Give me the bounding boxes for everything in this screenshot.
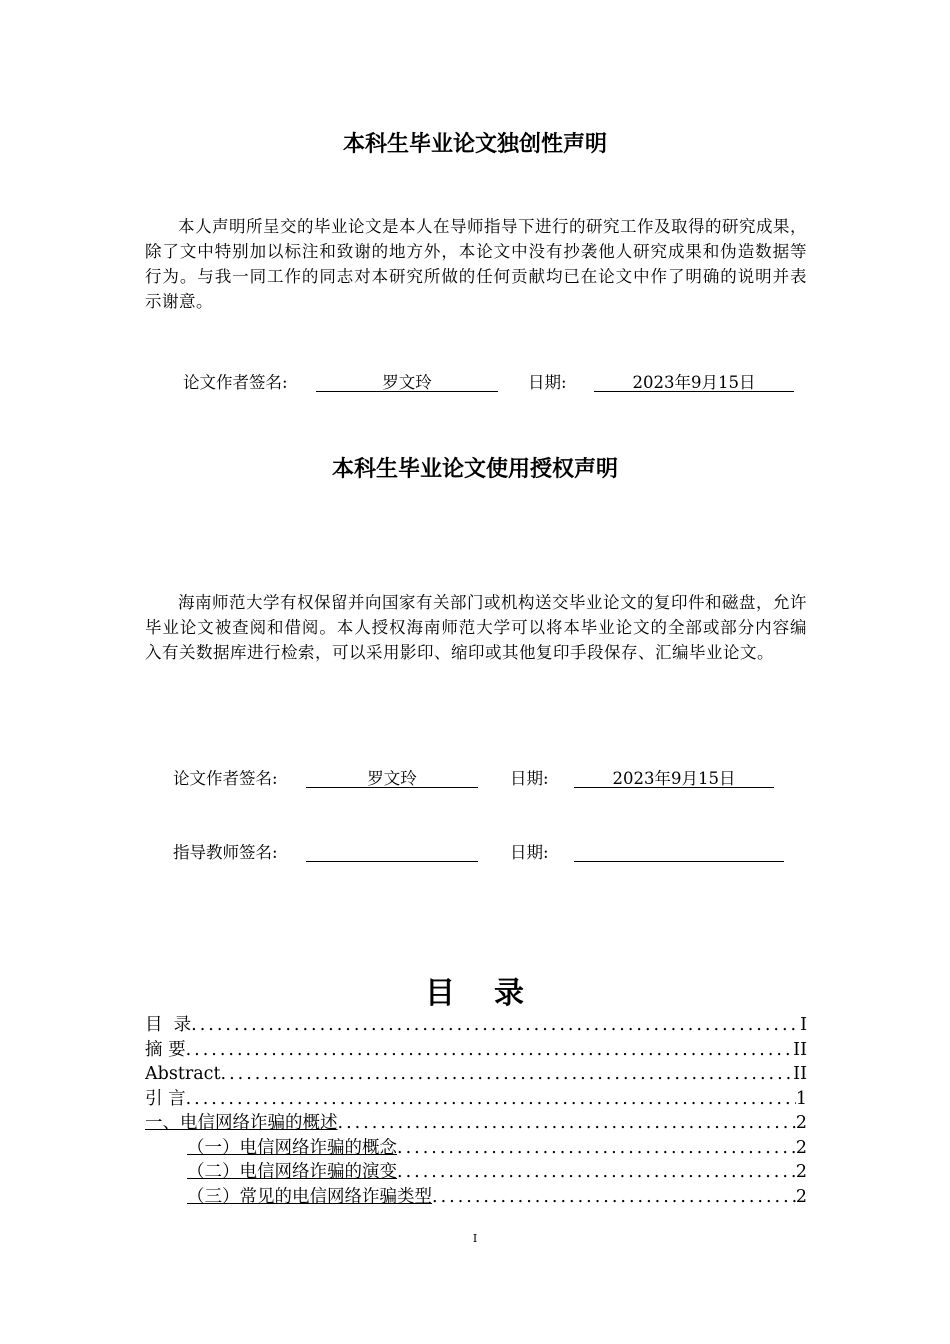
toc-entry[interactable] [145, 1185, 807, 1210]
authorization-signature-row [173, 765, 793, 791]
toc-entry-page: II [793, 1064, 807, 1084]
date-value: 2023年9月15日 [594, 369, 794, 392]
author-signature-value: 罗文玲 [306, 765, 478, 788]
toc-entry[interactable] [145, 1160, 807, 1185]
toc-entry-page: 2 [795, 1162, 807, 1182]
author-signature-label: 论文作者签名: [183, 373, 288, 392]
table-of-contents [145, 1013, 807, 1209]
toc-title-char: 目 [425, 976, 456, 1011]
toc-entry[interactable] [145, 1038, 807, 1063]
date-value: 2023年9月15日 [574, 765, 774, 788]
date-label: 日期: [528, 373, 567, 392]
toc-entry-label: （一）电信网络诈骗的概念 [187, 1137, 397, 1158]
toc-entry-label: Abstract [145, 1064, 221, 1084]
toc-entry-label: 摘 要 [145, 1039, 186, 1060]
originality-declaration-body: 本人声明所呈交的毕业论文是本人在导师指导下进行的研究工作及取得的研究成果，除了文中特别加以标注和致谢的地方外，本论文中没有抄袭他人研究成果和伪造数据等行为。与我一同工作的同志对本研究所做的任何贡献均已在论文中作了明确的说明并表示谢意。 [145, 217, 807, 311]
toc-entry[interactable] [145, 1062, 807, 1087]
toc-entry-label: （二）电信网络诈骗的演变 [187, 1162, 397, 1182]
originality-declaration-title: 本科生毕业论文独创性声明 [342, 132, 607, 157]
author-signature-label: 论文作者签名: [173, 769, 278, 788]
advisor-signature-row [173, 839, 793, 865]
date-label: 日期: [510, 769, 549, 788]
toc-entry-page: 2 [795, 1137, 807, 1158]
toc-entry-page: 1 [795, 1088, 807, 1109]
toc-entry-label: 一、电信网络诈骗的概述 [145, 1113, 338, 1133]
toc-entry-page: I [800, 1015, 807, 1035]
toc-entry-page: 2 [795, 1186, 807, 1207]
toc-entry-label: （三）常见的电信网络诈骗类型 [187, 1186, 432, 1207]
toc-entry-label: 引 言 [145, 1088, 186, 1109]
authorization-declaration-body: 海南师范大学有权保留并向国家有关部门或机构送交毕业论文的复印件和磁盘，允许毕业论文被查阅和借阅。本人授权海南师范大学可以将本毕业论文的全部或部分内容编入有关数据库进行检索，可以采用影印、缩印或其他复印手段保存、汇编毕业论文。 [145, 593, 807, 662]
authorization-declaration-title: 本科生毕业论文使用授权声明 [331, 457, 618, 482]
toc-entry[interactable] [145, 1013, 807, 1038]
page-number: I [472, 1232, 478, 1245]
toc-title-char: 录 [494, 976, 525, 1011]
toc-title [0, 968, 950, 1012]
advisor-signature-value [306, 839, 478, 862]
date-label: 日期: [510, 843, 549, 862]
toc-entry-page: II [793, 1039, 807, 1060]
date-value [574, 839, 784, 862]
toc-entry-page: 2 [795, 1113, 807, 1133]
toc-entry-label: 目 录 [145, 1015, 192, 1035]
advisor-signature-label: 指导教师签名: [173, 843, 278, 862]
toc-entry[interactable] [145, 1111, 807, 1136]
toc-entry[interactable] [145, 1087, 807, 1112]
originality-signature-row [183, 369, 803, 395]
toc-entry[interactable] [145, 1136, 807, 1161]
author-signature-value: 罗文玲 [316, 369, 498, 392]
